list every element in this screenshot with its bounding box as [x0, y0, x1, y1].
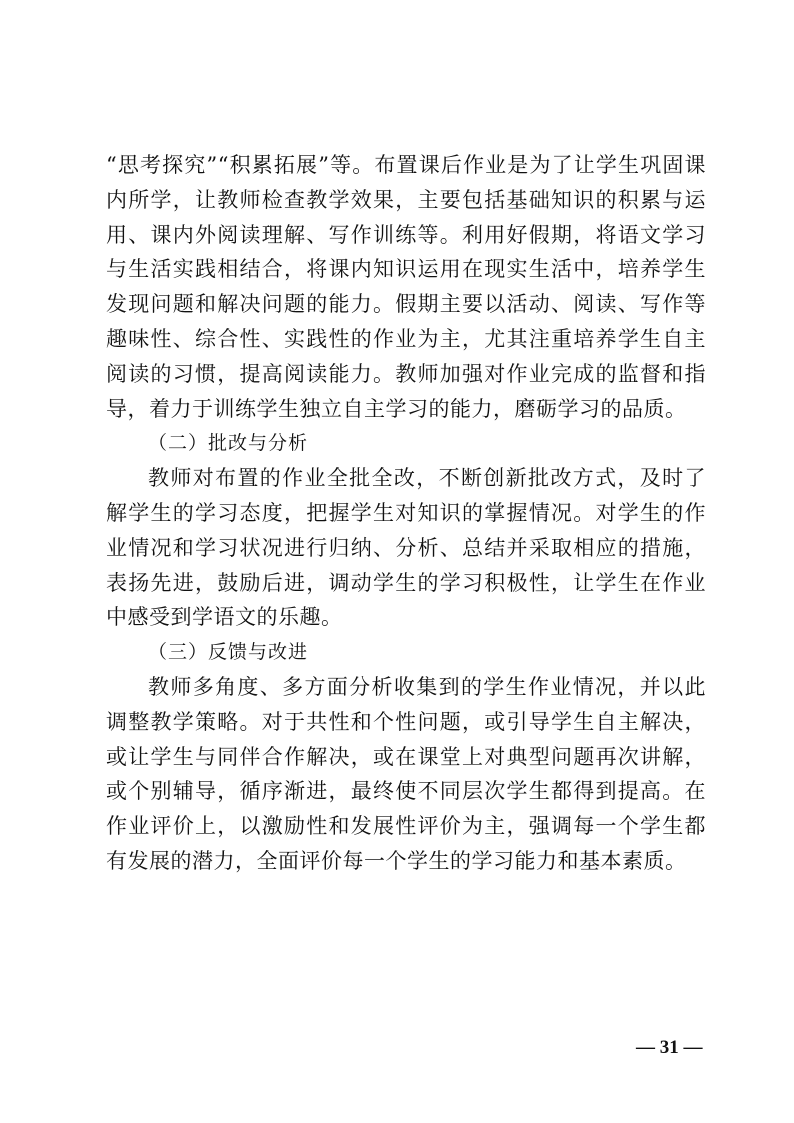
- section-heading-feedback-improvement: （三）反馈与改进: [148, 641, 309, 664]
- paragraph-review-analysis: 教师对布置的作业全批全改，不断创新批改方式，及时了解学生的学习态度，把握学生对知识的掌握情况。对学生的作业情况和学习状况进行归纳、分析、总结并采取相应的措施，表扬先进，鼓励后进，调动学生的学习积极性，让学生在作业中感受到学语文的乐趣。: [106, 466, 706, 630]
- document-body: [106, 148, 706, 879]
- paragraph-continued: “思考探究”“积累拓展”等。布置课后作业是为了让学生巩固课内所学，让教师检查教学效果，主要包括基础知识的积累与运用、课内外阅读理解、写作训练等。利用好假期，将语文学习与生活实践相结合，将课内知识运用在现实生活中，培养学生发现问题和解决问题的能力。假期主要以活动、阅读、写作等趣味性、综合性、实践性的作业为主，尤其注重培养学生自主阅读的习惯，提高阅读能力。教师加强对作业完成的监督和指导，着力于训练学生独立自主学习的能力，磨砺学习的品质。: [106, 153, 706, 421]
- section-heading-review-analysis: （二）批改与分析: [148, 432, 309, 455]
- page-number: — 31 —: [636, 1037, 703, 1058]
- paragraph-feedback-improvement: 教师多角度、多方面分析收集到的学生作业情况，并以此调整教学策略。对于共性和个性问题，或引导学生自主解决，或让学生与同伴合作解决，或在课堂上对典型问题再次讲解，或个别辅导，循序渐进，最终使不同层次学生都得到提高。在作业评价上，以激励性和发展性评价为主，强调每一个学生都有发展的潜力，全面评价每一个学生的学习能力和基本素质。: [106, 674, 706, 873]
